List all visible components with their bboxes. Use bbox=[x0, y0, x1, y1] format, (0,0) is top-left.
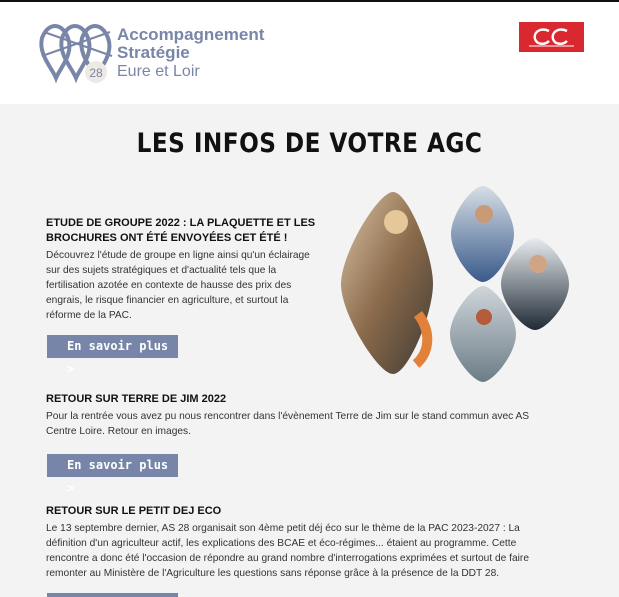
article-3-text-line: Le 13 septembre dernier, AS 28 organisait son 4ème petit déj éco sur le thème de la PAC 2023-2027 : La bbox=[46, 523, 520, 534]
article-3-title: RETOUR SUR LE PETIT DEJ ECO bbox=[46, 505, 222, 517]
article-1-read-more-button[interactable]: En savoir plus > bbox=[47, 335, 178, 358]
article-1-text-line: sur des sujets stratégiques et d'actualité tels que la bbox=[46, 265, 277, 276]
article-2-text-line: Pour la rentrée vous avez pu nous rencontrer dans l'évènement Terre de Jim sur le stand commun avec AS bbox=[46, 411, 530, 422]
as28-logo-icon bbox=[38, 16, 118, 86]
article-3-text-line: rencontre a donc été l'occasion de répondre au grand nombre d'interrogations exprimées et surtout de faire bbox=[46, 553, 529, 564]
brand-line-3: Eure et Loir bbox=[117, 63, 200, 80]
article-1-title-line-1: ETUDE DE GROUPE 2022 : LA PLAQUETTE ET LES bbox=[46, 217, 316, 229]
article-3-text-line: remonter au Ministère de l'Agriculture les questions sans réponse grâce à la présence de la DDT 28. bbox=[46, 568, 500, 579]
article-2-text-line: Centre Loire. Retour en images. bbox=[46, 426, 191, 437]
article-1-text-line: Découvrez l'étude de groupe en ligne ainsi qu'un éclairage bbox=[46, 250, 310, 261]
page-title: LES INFOS DE VOTRE AGC bbox=[136, 128, 483, 159]
brand-badge: 28 bbox=[89, 66, 103, 80]
article-3-text-line: définition d'un agriculteur actif, les explications des BCAE et éco-régimes... étaient au programme. Cette bbox=[46, 538, 517, 549]
article-3-read-more-button[interactable] bbox=[47, 593, 178, 597]
brand-line-2: Stratégie bbox=[117, 43, 190, 62]
article-2-read-more-button[interactable]: En savoir plus > bbox=[47, 454, 178, 477]
team-photo-collage bbox=[338, 184, 574, 384]
newsletter-body bbox=[0, 104, 619, 597]
article-1-text-line: réforme de la PAC. bbox=[46, 310, 132, 321]
brand-line-1: Accompagnement bbox=[117, 25, 265, 44]
newsletter-header bbox=[0, 2, 619, 104]
article-2-title: RETOUR SUR TERRE DE JIM 2022 bbox=[46, 393, 227, 405]
article-1-title-line-2: BROCHURES ONT ÉTÉ ENVOYÉES CET ÉTÉ ! bbox=[46, 232, 288, 244]
cer-logo-icon bbox=[519, 22, 584, 52]
partner-logo[interactable] bbox=[519, 22, 584, 52]
article-1-text-line: fertilisation azotée en contexte de hausse des prix des bbox=[46, 280, 292, 291]
article-1-text-line: engrais, le risque financier en agriculture, et surtout la bbox=[46, 295, 289, 306]
